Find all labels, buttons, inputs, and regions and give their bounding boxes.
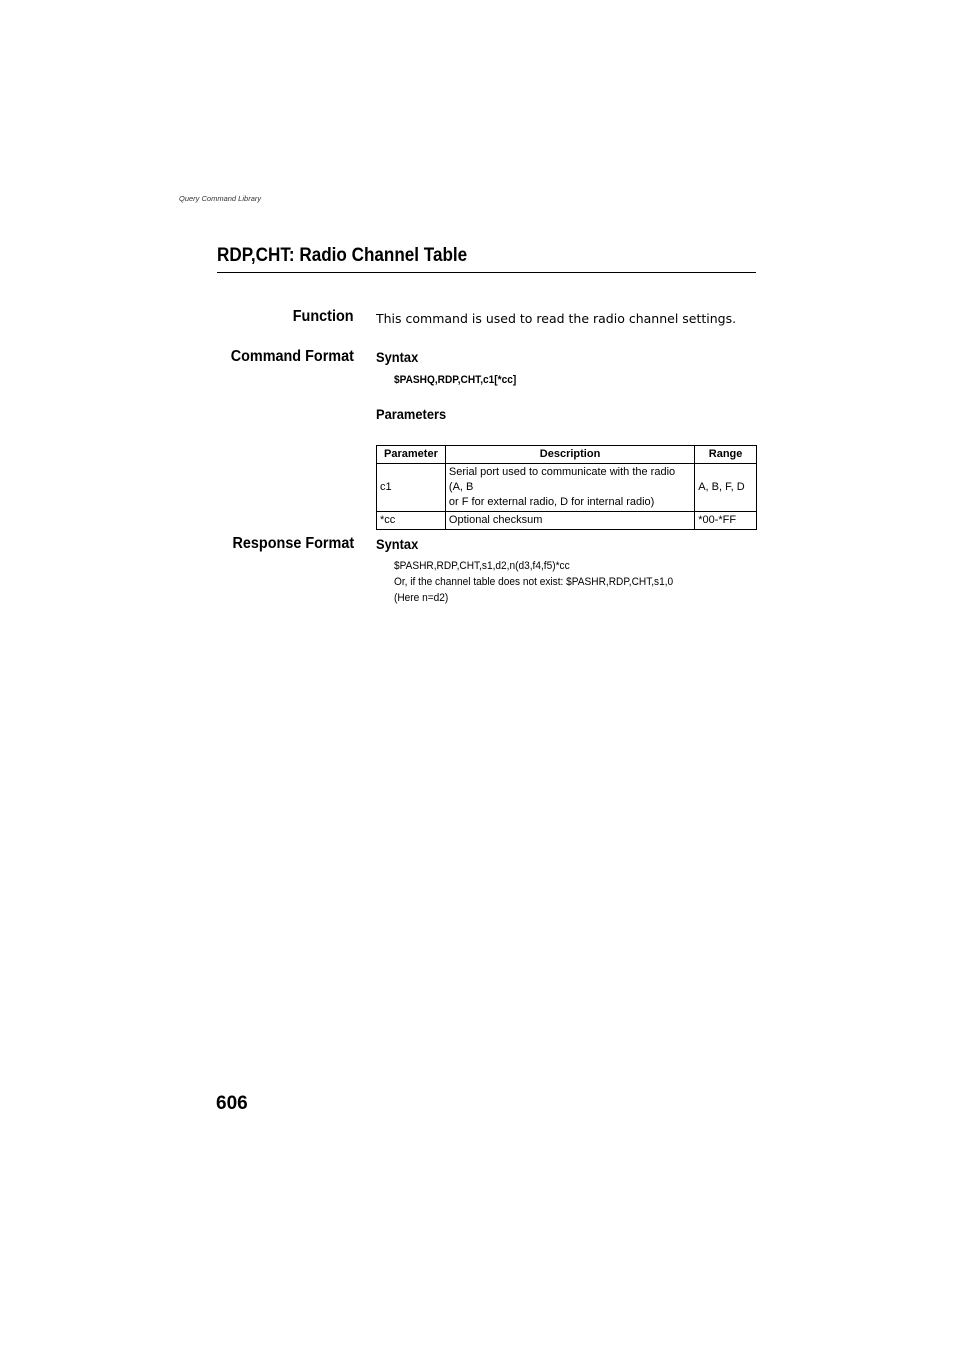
- command-syntax-heading: Syntax: [376, 349, 419, 365]
- command-format-heading: Command Format: [230, 348, 354, 365]
- description-line: or F for external radio, D for internal radio): [448, 496, 655, 508]
- response-format-heading: Response Format: [232, 535, 354, 552]
- cell-description: Optional checksum: [445, 512, 694, 530]
- section-title: RDP,CHT: Radio Channel Table: [217, 245, 468, 266]
- cell-parameter: c1: [377, 464, 446, 512]
- cell-description: [445, 464, 694, 512]
- description-line: Serial port used to communicate with the radio (A, B: [448, 466, 676, 493]
- function-text: This command is used to read the radio channel settings.: [376, 311, 737, 326]
- table-row: [377, 464, 757, 512]
- response-line: (Here n=d2): [394, 592, 449, 604]
- header-parameter: Parameter: [377, 446, 446, 464]
- running-header: Query Command Library: [179, 194, 262, 203]
- parameters-heading: Parameters: [376, 406, 447, 422]
- function-heading: Function: [293, 308, 354, 325]
- header-description: Description: [445, 446, 694, 464]
- response-syntax-heading: Syntax: [376, 536, 419, 552]
- cell-parameter: *cc: [377, 512, 446, 530]
- parameters-table: [376, 445, 757, 530]
- cell-range: A, B, F, D: [695, 464, 757, 512]
- response-line: Or, if the channel table does not exist: $PASHR,RDP,CHT,s1,0: [394, 576, 674, 588]
- command-syntax: $PASHQ,RDP,CHT,c1[*cc]: [394, 374, 517, 386]
- table-row: [377, 512, 757, 530]
- page-number: 606: [216, 1093, 248, 1114]
- cell-range: *00-*FF: [695, 512, 757, 530]
- table-header-row: [377, 446, 757, 464]
- response-line: $PASHR,RDP,CHT,s1,d2,n(d3,f4,f5)*cc: [394, 560, 570, 572]
- title-rule: [217, 272, 756, 273]
- header-range: Range: [695, 446, 757, 464]
